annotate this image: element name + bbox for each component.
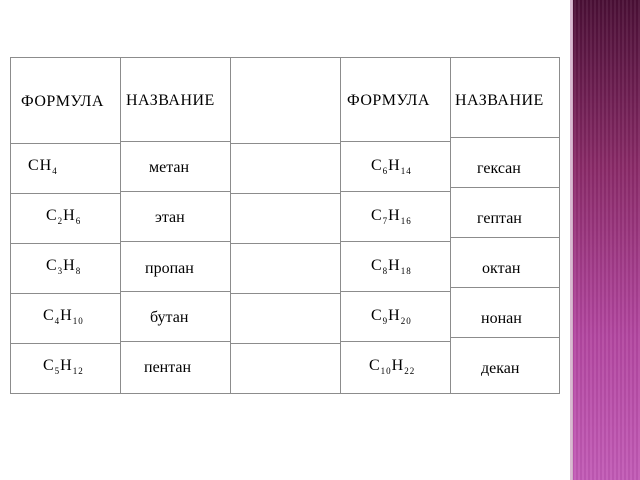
formula-carbon: C <box>371 157 383 174</box>
column-divider <box>450 57 451 394</box>
formula-carbon-count: 4 <box>54 316 61 326</box>
name-octane: октан <box>482 260 521 277</box>
name-pentane: пентан <box>144 359 192 376</box>
formula-hydrogen-count: 20 <box>400 316 412 326</box>
row-divider <box>230 193 340 194</box>
row-divider <box>120 291 230 292</box>
formula-hydrogen-count: 22 <box>404 366 416 376</box>
name-heptane: гептан <box>477 210 522 227</box>
row-divider <box>120 341 230 342</box>
formula-hydrogen: H <box>391 357 405 374</box>
name-hexane: гексан <box>477 160 521 177</box>
formula-hydrogen-count: 14 <box>400 166 412 176</box>
formula-carbon: C <box>28 157 40 174</box>
formula-hydrogen: H <box>63 207 76 224</box>
formula-hydrogen: H <box>60 357 73 374</box>
formula-carbon: C <box>369 357 381 374</box>
row-divider <box>340 141 450 142</box>
formula-hydrogen-count: 18 <box>400 266 412 276</box>
table-border-right <box>559 57 560 394</box>
column-divider <box>120 57 121 394</box>
row-divider <box>340 241 450 242</box>
formula-hydrogen: H <box>388 257 401 274</box>
formula-hydrogen-count: 12 <box>72 366 84 376</box>
formula-carbon-count: 8 <box>382 266 389 276</box>
row-divider <box>450 337 560 338</box>
row-divider <box>10 243 120 244</box>
formula-carbon: C <box>371 207 383 224</box>
formula-carbon: C <box>371 257 383 274</box>
formula-hydrogen: H <box>60 307 73 324</box>
name-butane: бутан <box>150 309 189 326</box>
formula-carbon-count: 7 <box>382 216 389 226</box>
name-methane: метан <box>149 159 190 176</box>
row-divider <box>230 243 340 244</box>
row-divider <box>230 343 340 344</box>
name-nonane: нонан <box>481 310 522 327</box>
formula-c5h12 <box>43 357 84 375</box>
formula-hydrogen-count: 4 <box>52 166 58 176</box>
formula-carbon-count: 10 <box>380 366 392 376</box>
formula-hydrogen-count: 6 <box>75 216 82 226</box>
table-border-top <box>10 57 560 58</box>
formula-hydrogen: H <box>39 157 53 174</box>
formula-hydrogen-count: 10 <box>72 316 84 326</box>
formula-carbon-count: 3 <box>57 266 64 276</box>
formula-hydrogen: H <box>388 207 401 224</box>
formula-c8h18 <box>371 257 412 275</box>
table-border-bottom <box>10 393 560 394</box>
name-ethane: этан <box>155 209 185 226</box>
formula-carbon-count: 2 <box>57 216 64 226</box>
row-divider <box>450 137 560 138</box>
formula-hydrogen: H <box>388 157 401 174</box>
row-divider <box>450 187 560 188</box>
row-divider <box>340 191 450 192</box>
formula-carbon: C <box>46 257 58 274</box>
row-divider <box>230 143 340 144</box>
formula-c6h14 <box>371 157 412 175</box>
decorative-side-bar <box>570 0 640 480</box>
row-divider <box>10 343 120 344</box>
row-divider <box>120 141 230 142</box>
formula-c7h16 <box>371 207 412 225</box>
formula-hydrogen-count: 16 <box>400 216 412 226</box>
formula-carbon: C <box>43 307 55 324</box>
header-formula-left: ФОРМУЛА <box>21 93 104 110</box>
formula-hydrogen: H <box>388 307 401 324</box>
formula-c3h8 <box>46 257 81 275</box>
formula-c2h6 <box>46 207 81 225</box>
formula-hydrogen: H <box>63 257 76 274</box>
formula-carbon: C <box>371 307 383 324</box>
formula-c4h10 <box>43 307 84 325</box>
row-divider <box>10 143 120 144</box>
row-divider <box>10 293 120 294</box>
header-name-right: НАЗВАНИЕ <box>455 92 544 109</box>
formula-carbon: C <box>43 357 55 374</box>
side-bar-texture <box>570 0 640 480</box>
formula-hydrogen-count: 8 <box>75 266 82 276</box>
column-divider <box>340 57 341 394</box>
header-name-left: НАЗВАНИЕ <box>126 92 215 109</box>
row-divider <box>340 291 450 292</box>
formula-carbon-count: 6 <box>382 166 389 176</box>
formula-carbon-count: 9 <box>382 316 389 326</box>
formula-c9h20 <box>371 307 412 325</box>
row-divider <box>230 293 340 294</box>
name-propane: пропан <box>145 260 194 277</box>
row-divider <box>450 287 560 288</box>
row-divider <box>450 237 560 238</box>
row-divider <box>10 193 120 194</box>
name-decane: декан <box>481 360 520 377</box>
formula-c10h22 <box>369 357 415 375</box>
row-divider <box>120 191 230 192</box>
header-formula-right: ФОРМУЛА <box>347 92 430 109</box>
row-divider <box>340 341 450 342</box>
row-divider <box>120 241 230 242</box>
formula-ch4 <box>28 157 58 175</box>
formula-carbon-count: 5 <box>54 366 61 376</box>
alkanes-table <box>10 57 560 394</box>
formula-carbon: C <box>46 207 58 224</box>
